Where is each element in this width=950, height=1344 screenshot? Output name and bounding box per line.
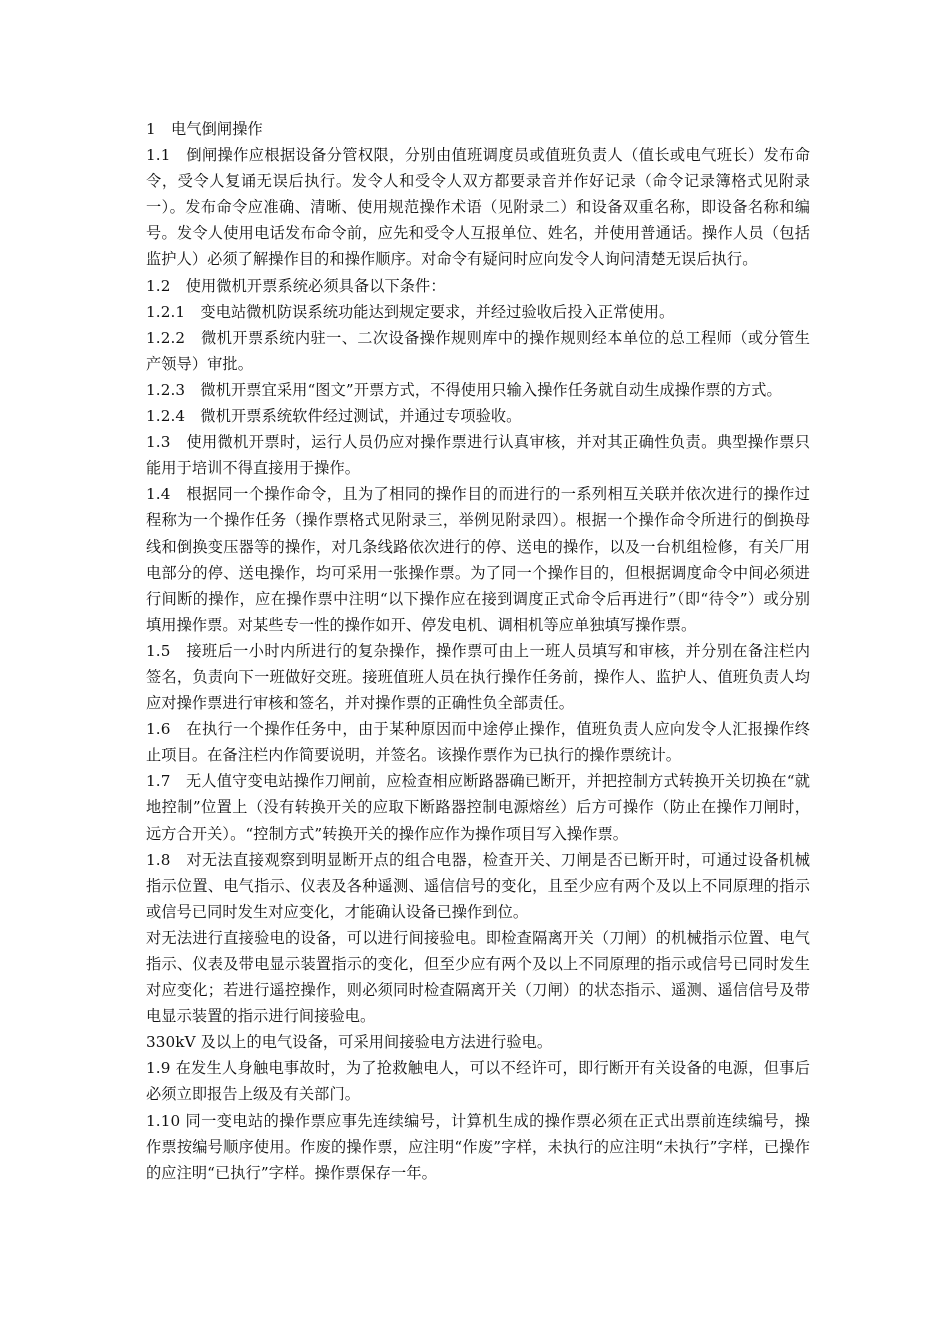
paragraph-330kv: 330kV 及以上的电气设备，可采用间接验电方法进行验电。 (146, 1033, 553, 1052)
paragraph-1-2-3: 1.2.3 微机开票宜采用“图文”开票方式，不得使用只输入操作任务就自动生成操作票的方式。 (146, 380, 782, 399)
paragraph-1-10: 1.10 同一变电站的操作票应事先连续编号，计算机生成的操作票必须在正式出票前连续编号，操作票按编号顺序使用。作废的操作票，应注明“作废”字样，未执行的应注明“未执行”字样，已操作的应注明“已执行”字样。操作票保存一年。 (146, 1111, 810, 1182)
paragraph-1-2-2: 1.2.2 微机开票系统内驻一、二次设备操作规则库中的操作规则经本单位的总工程师（或分管生产领导）审批。 (146, 328, 810, 373)
paragraph-1-6: 1.6 在执行一个操作任务中，由于某种原因而中途停止操作，值班负责人应向发令人汇报操作终止项目。在备注栏内作简要说明，并签名。该操作票作为已执行的操作票统计。 (146, 720, 810, 765)
paragraph-indirect-test: 对无法进行直接验电的设备，可以进行间接验电。即检查隔离开关（刀闸）的机械指示位置、电气指示、仪表及带电显示装置指示的变化，但至少应有两个及以上不同原理的指示或信号已同时发生对应变化；若进行遥控操作，则必须同时检查隔离开关（刀闸）的状态指示、遥测、遥信信号及带电显示装置的指示进行间接验电。 (146, 928, 810, 1026)
paragraph-1-8: 1.8 对无法直接观察到明显断开点的组合电器，检查开关、刀闸是否已断开时，可通过设备机械指示位置、电气指示、仪表及各种遥测、遥信信号的变化，且至少应有两个及以上不同原理的指示或信号已同时发生对应变化，才能确认设备已操作到位。 (146, 850, 810, 921)
paragraph-1-1: 1.1 倒闸操作应根据设备分管权限，分别由值班调度员或值班负责人（值长或电气班长）发布命令，受令人复诵无误后执行。发令人和受令人双方都要录音并作好记录（命令记录簿格式见附录一）。发布命令应准确、清晰、使用规范操作术语（见附录二）和设备双重名称，即设备名称和编号。发令人使用电话发布命令前，应先和受令人互报单位、姓名，并使用普通话。操作人员（包括监护人）必须了解操作目的和操作顺序。对命令有疑问时应向发令人询问清楚无误后执行。 (146, 146, 810, 269)
section-heading: 1 电气倒闸操作 (146, 120, 263, 138)
paragraph-1-9: 1.9 在发生人身触电事故时，为了抢救触电人，可以不经许可，即行断开有关设备的电源，但事后必须立即报告上级及有关部门。 (146, 1059, 810, 1104)
paragraph-1-2-4: 1.2.4 微机开票系统软件经过测试，并通过专项验收。 (146, 407, 522, 426)
paragraph-1-5: 1.5 接班后一小时内所进行的复杂操作，操作票可由上一班人员填写和审核，并分别在备注栏内签名，负责向下一班做好交班。接班值班人员在执行操作任务前，操作人、监护人、值班负责人均应对操作票进行审核和签名，并对操作票的正确性负全部责任。 (146, 641, 810, 713)
paragraph-1-2: 1.2 使用微机开票系统必须具备以下条件： (146, 276, 446, 295)
paragraph-1-2-1: 1.2.1 变电站微机防误系统功能达到规定要求，并经过验收后投入正常使用。 (146, 302, 675, 321)
paragraph-1-7: 1.7 无人值守变电站操作刀闸前，应检查相应断路器确已断开，并把控制方式转换开关切换在“就地控制”位置上（没有转换开关的应取下断路器控制电源熔丝）后方可操作（防止在操作刀闸时，远方合开关）。“控制方式”转换开关的操作应作为操作项目写入操作票。 (146, 772, 810, 843)
paragraph-1-3: 1.3 使用微机开票时，运行人员仍应对操作票进行认真审核，并对其正确性负责。典型操作票只能用于培训不得直接用于操作。 (146, 433, 810, 478)
document-page (146, 116, 810, 1186)
paragraph-1-4: 1.4 根据同一个操作命令，且为了相同的操作目的而进行的一系列相互关联并依次进行的操作过程称为一个操作任务（操作票格式见附录三，举例见附录四）。根据一个操作命令所进行的倒换母线和倒换变压器等的操作，对几条线路依次进行的停、送电的操作，以及一台机组检修，有关厂用电部分的停、送电操作，均可采用一张操作票。为了同一个操作目的，但根据调度命令中间必须进行间断的操作，应在操作票中注明“以下操作应在接到调度正式命令后再进行”（即“待令”）或分别填用操作票。对某些专一性的操作如开、停发电机、调相机等应单独填写操作票。 (146, 485, 810, 634)
